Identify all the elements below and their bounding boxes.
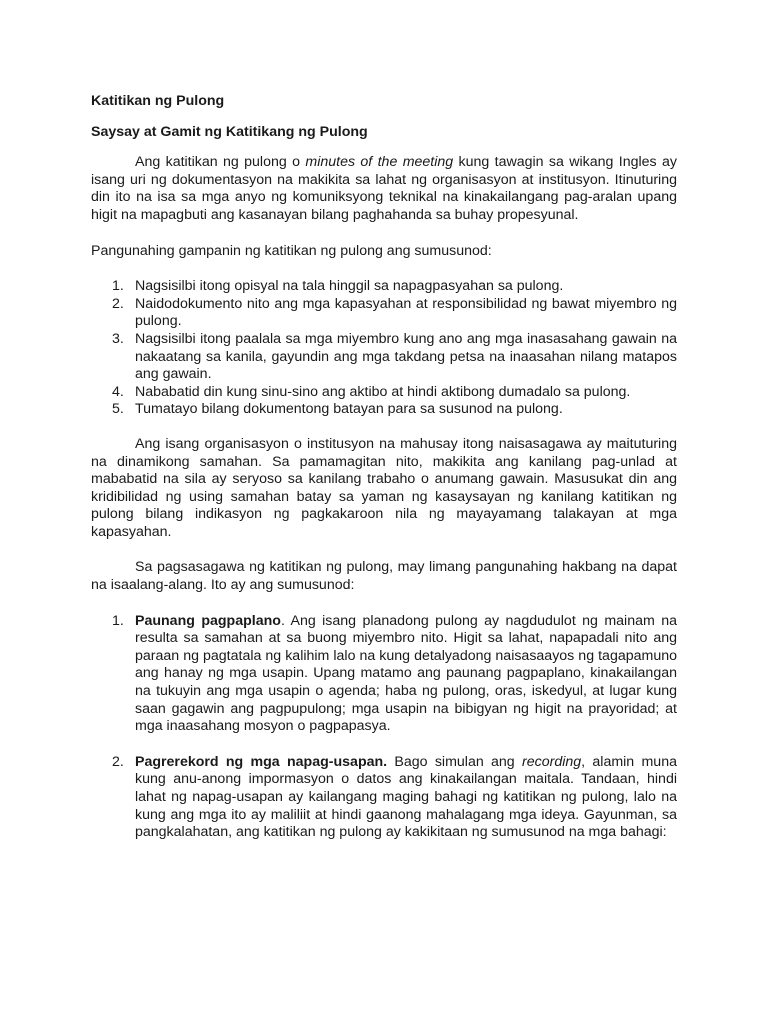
list-item: [91, 384, 677, 402]
list-item: [91, 401, 677, 419]
intro-text-end: kung tawagin sa wikang Ingles ay isang uri ng dokumentasyon na makikita sa lahat ng organisasyon at institusyon. Itinuturing din ito na isa sa mga anyo ng komuniksyong teknikal na kinakailangang pag-aralan upang higit na mapagbuti ang kasanayan bilang paghahanda sa buhay propesyunal.: [91, 154, 677, 223]
list-number: 3.: [112, 330, 124, 347]
list-number: 2.: [112, 295, 124, 312]
step-text-start: Bago simulan ang: [387, 753, 522, 770]
list-item: [91, 278, 677, 296]
list-item-text: Tumatayo bilang dokumentong batayan para sa susunod na pulong.: [135, 401, 563, 418]
list-item-text: Nagsisilbi itong opisyal na tala hinggil sa napagpasyahan sa pulong.: [135, 278, 564, 295]
step-number: 2.: [112, 753, 124, 770]
step-item: [91, 754, 677, 842]
list-number: 1.: [112, 278, 124, 295]
step-italic-term: recording: [522, 753, 582, 770]
document-title: Katitikan ng Pulong: [91, 93, 225, 109]
intro-italic-term: minutes of the meeting: [305, 154, 454, 171]
section-heading: Saysay at Gamit ng Katitikang ng Pulong: [91, 123, 368, 140]
organization-paragraph: Ang isang organisasyon o institusyon na mahusay itong naisasagawa ay maituturing na dinamikong samahan. Sa pamamagitan nito, makikita ang kanilang pag-unlad at mababatid na sila ay seryoso sa kanilang trabaho o anumang gawain. Masusukat din ang kridibilidad ng using samahan batay sa yaman ng kasaysayan ng kanilang katitikan ng pulong bilang indikasyon ng pagkakaroon nila ng mayayamang talakayan at mga kapasyahan.: [91, 435, 677, 540]
functions-intro: Pangunahing gampanin ng katitikan ng pulong ang sumusunod:: [91, 242, 492, 259]
step-title: Paunang pagpaplano: [135, 612, 281, 629]
steps-list: [91, 613, 677, 842]
list-number: 4.: [112, 383, 124, 400]
list-item-text: Naidodokumento nito ang mga kapasyahan at responsibilidad ng bawat miyembro ng pulong.: [135, 295, 677, 330]
step-text-end: , alamin muna kung anu-anong impormasyon o datos ang kinakailangan maitala. Tandaan, hindi lahat ng napag-usapan ay kailangang maging bahagi ng katitikan ng pulong, lalo na kung ang mga ito ay maliliit at hindi gaanong mahalagang mga ideya. Gayunman, sa pangkalahatan, ang katitikan ng pulong ay kakikitaan ng sumusunod na mga bahagi:: [135, 753, 677, 841]
step-number: 1.: [112, 612, 124, 629]
list-item: [91, 331, 677, 384]
steps-intro: Sa pagsasagawa ng katitikan ng pulong, may limang pangunahing hakbang na dapat na isaalang-alang. Ito ay ang sumusunod:: [91, 559, 677, 594]
step-title: Pagrerekord ng mga napag-usapan.: [135, 753, 388, 770]
list-item: [91, 296, 677, 331]
list-item-text: Nagsisilbi itong paalala sa mga miyembro kung ano ang mga inasasahang gawain na nakaatang sa kanila, gayundin ang mga takdang petsa na inaasahan nilang matapos ang gawain.: [135, 330, 677, 383]
intro-text-start: Ang katitikan ng pulong o: [135, 154, 306, 171]
list-item-text: Nababatid din kung sinu-sino ang aktibo at hindi aktibong dumadalo sa pulong.: [135, 383, 631, 400]
list-number: 5.: [112, 401, 124, 418]
step-item: [91, 613, 677, 736]
step-text: . Ang isang planadong pulong ay nagdudulot ng mainam na resulta sa samahan at sa buong miyembro nito. Higit sa lahat, napapadali nito ang paraan ng pagtatala ng kalihim lalo na kung detalyadong naisasaayos ng tagapamuno ang hanay ng mga usapin. Upang matamo ang paunang pagpaplano, kinakailangan na tukuyin ang mga usapin o agenda; haba ng pulong, oras, iskedyul, at lugar kung saan gagawin ang pagpupulong; mga usapin na bibigyan ng higit na prayoridad; at mga inaasahang mosyon o pagpapasya.: [135, 612, 677, 735]
intro-paragraph: [91, 154, 677, 224]
functions-list: [91, 278, 677, 419]
